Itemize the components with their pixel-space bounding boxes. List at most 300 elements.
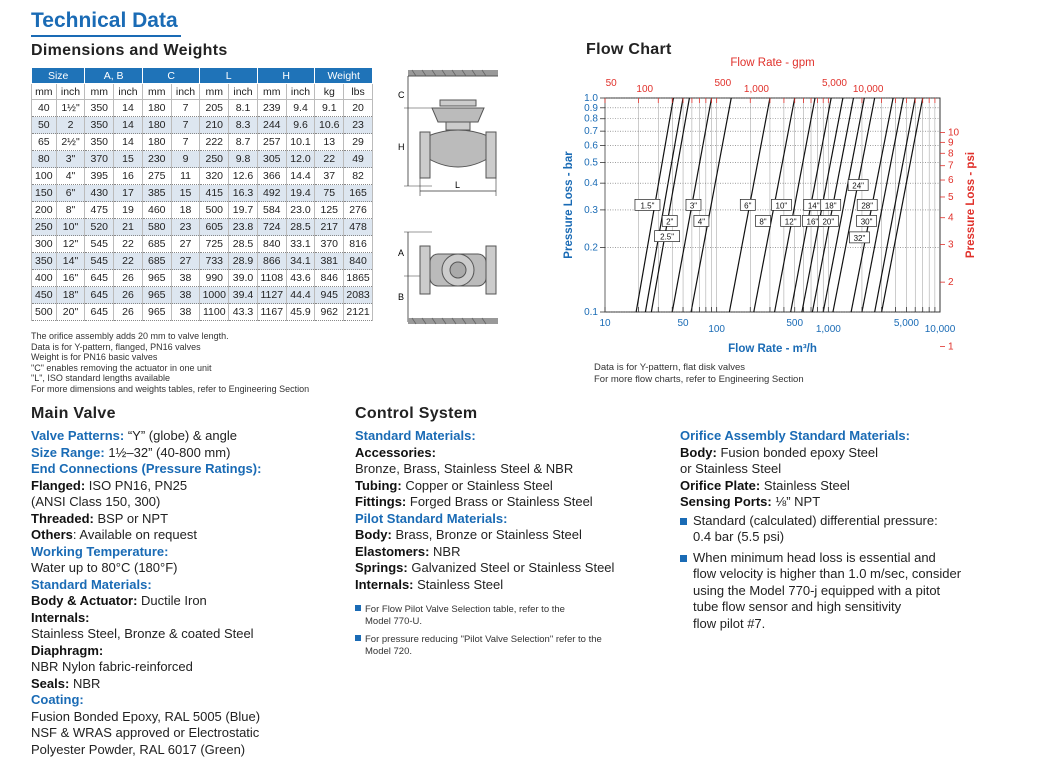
table-cell: 180 xyxy=(142,134,171,151)
table-cell: 430 xyxy=(85,185,114,202)
table-cell: 990 xyxy=(200,270,229,287)
table-cell: 4" xyxy=(56,168,85,185)
pilot-materials-label: Pilot Standard Materials: xyxy=(355,510,508,526)
table-cell: 45.9 xyxy=(286,304,315,321)
orifice-section xyxy=(680,428,980,632)
table-row xyxy=(32,100,373,117)
table-cell: 492 xyxy=(257,185,286,202)
table-cell: 14 xyxy=(114,134,143,151)
x-top-axis-title: Flow Rate - gpm xyxy=(730,57,815,69)
dim-b-label: B xyxy=(398,292,405,302)
x-tick-label: 500 xyxy=(786,318,804,329)
table-unit-header: kg xyxy=(315,84,344,100)
valve-side-view-drawing xyxy=(398,70,498,196)
table-cell: 14" xyxy=(56,253,85,270)
table-cell: 18 xyxy=(171,202,200,219)
table-unit-header-row xyxy=(32,84,373,100)
table-cell: 840 xyxy=(344,253,373,270)
table-cell: 9 xyxy=(171,151,200,168)
table-cell: 400 xyxy=(32,270,57,287)
table-cell: 50 xyxy=(32,117,57,134)
y-tick-label: 0.3 xyxy=(584,204,598,216)
size-label: 18" xyxy=(824,201,837,211)
coating-value-1: Fusion Bonded Epoxy, RAL 5005 (Blue) xyxy=(31,708,261,724)
cs-internals-label: Internals: xyxy=(355,576,414,592)
table-cell: 350 xyxy=(85,117,114,134)
y2-tick-label: 8 xyxy=(948,148,954,160)
table-cell: 33.1 xyxy=(286,236,315,253)
table-cell: 37 xyxy=(315,168,344,185)
table-cell: 8" xyxy=(56,202,85,219)
table-cell: 125 xyxy=(315,202,344,219)
table-cell: 965 xyxy=(142,304,171,321)
table-cell: 3" xyxy=(56,151,85,168)
table-cell: 38 xyxy=(171,287,200,304)
table-cell: 13 xyxy=(315,134,344,151)
table-cell: 7 xyxy=(171,117,200,134)
elastomers-value: NBR xyxy=(433,543,461,559)
accessories-value: Bronze, Brass, Stainless Steel & NBR xyxy=(355,461,574,476)
table-cell: 23.8 xyxy=(229,219,258,236)
table-cell: 350 xyxy=(85,100,114,117)
cs-note-2b: Model 720. xyxy=(365,646,413,657)
table-cell: 816 xyxy=(344,236,373,253)
table-cell: 9.6 xyxy=(286,117,315,134)
x-tick-label: 5,000 xyxy=(893,318,919,329)
dim-a-label: A xyxy=(398,248,405,258)
fittings-value: Forged Brass or Stainless Steel xyxy=(409,494,593,509)
sensing-ports-label: Sensing Ports: xyxy=(680,494,772,509)
table-cell: 500 xyxy=(200,202,229,219)
table-cell: 450 xyxy=(32,287,57,304)
bullet-square-icon xyxy=(355,635,361,641)
body-actuator-value: Ductile Iron xyxy=(141,593,207,608)
table-cell: 165 xyxy=(344,185,373,202)
y-tick-label: 0.9 xyxy=(584,102,598,114)
orifice-plate-label: Orifice Plate: xyxy=(680,477,761,493)
title-underline xyxy=(31,35,181,37)
dim-c-label: C xyxy=(398,90,405,100)
table-row xyxy=(32,185,373,202)
table-cell: 222 xyxy=(200,134,229,151)
y2-tick-label: 9 xyxy=(948,137,954,149)
size-label: 20" xyxy=(822,217,835,227)
table-group-header: A, B xyxy=(85,68,143,84)
size-label: 2.5" xyxy=(660,232,675,242)
table-row xyxy=(32,151,373,168)
cs-body-value: Brass, Bronze or Stainless Steel xyxy=(395,527,582,542)
table-cell: 239 xyxy=(257,100,286,117)
y2-tick-label: 5 xyxy=(948,191,954,203)
working-temp-label: Working Temperature: xyxy=(31,543,169,559)
cs-note-2a: For pressure reducing "Pilot Valve Selection" refer to the xyxy=(365,634,602,645)
cs-internals-value: Stainless Steel xyxy=(417,576,504,592)
body-actuator-label: Body & Actuator: xyxy=(31,593,138,608)
table-cell: 257 xyxy=(257,134,286,151)
table-cell: 9.1 xyxy=(315,100,344,117)
size-label: 28" xyxy=(861,201,874,211)
table-row xyxy=(32,287,373,304)
table-cell: 17 xyxy=(114,185,143,202)
y2-tick-label: 7 xyxy=(948,160,954,172)
table-body xyxy=(32,100,373,321)
table-cell: 605 xyxy=(200,219,229,236)
dimensions-note: "C" enables removing the actuator in one unit xyxy=(31,362,212,373)
x-tick-label: 10 xyxy=(599,318,611,329)
table-row xyxy=(32,117,373,134)
table-cell: 645 xyxy=(85,270,114,287)
table-group-header: Weight xyxy=(315,68,373,84)
main-valve-section xyxy=(31,428,341,758)
table-cell: 217 xyxy=(315,219,344,236)
table-cell: 7 xyxy=(171,134,200,151)
table-cell: 10.1 xyxy=(286,134,315,151)
flow-chart-note: Data is for Y-pattern, flat disk valves xyxy=(594,362,746,373)
table-cell: 366 xyxy=(257,168,286,185)
table-cell: 200 xyxy=(32,202,57,219)
table-row xyxy=(32,304,373,321)
table-cell: 11 xyxy=(171,168,200,185)
tubing-label: Tubing: xyxy=(355,477,402,493)
table-cell: 965 xyxy=(142,287,171,304)
size-label: 24" xyxy=(852,181,865,191)
table-cell: 275 xyxy=(142,168,171,185)
page-title: Technical Data xyxy=(31,9,178,32)
table-cell: 478 xyxy=(344,219,373,236)
table-cell: 12" xyxy=(56,236,85,253)
threaded-value: BSP or NPT xyxy=(97,510,169,526)
flanged-value: ISO PN16, PN25 xyxy=(88,477,188,493)
table-cell: 15 xyxy=(114,151,143,168)
dimensions-note: For more dimensions and weights tables, refer to Engineering Section xyxy=(31,383,310,394)
table-cell: 19 xyxy=(114,202,143,219)
table-cell: 300 xyxy=(32,236,57,253)
table-cell: 205 xyxy=(200,100,229,117)
table-cell: 49 xyxy=(344,151,373,168)
x-tick-label: 50 xyxy=(677,318,689,329)
table-unit-header: inch xyxy=(56,84,85,100)
size-label: 3" xyxy=(689,201,698,211)
table-unit-header: mm xyxy=(85,84,114,100)
table-cell: 350 xyxy=(32,253,57,270)
table-cell: 39.4 xyxy=(229,287,258,304)
size-label: 10" xyxy=(775,201,788,211)
orifice-bullet-2-line: When minimum head loss is essential and xyxy=(693,549,936,565)
dimensions-table xyxy=(31,67,373,321)
sensing-ports-value: ⅛” NPT xyxy=(775,494,821,509)
accessories-label: Accessories: xyxy=(355,444,436,460)
table-cell: 846 xyxy=(315,270,344,287)
table-cell: 500 xyxy=(32,304,57,321)
table-cell: 276 xyxy=(344,202,373,219)
table-row xyxy=(32,202,373,219)
y-tick-label: 0.1 xyxy=(584,307,598,318)
elastomers-label: Elastomers: xyxy=(355,543,430,559)
table-cell: 9.8 xyxy=(229,151,258,168)
x-tick-label: 100 xyxy=(708,324,726,335)
internals-label: Internals: xyxy=(31,609,90,625)
table-cell: 28.5 xyxy=(229,236,258,253)
table-cell: 43.6 xyxy=(286,270,315,287)
table-cell: 733 xyxy=(200,253,229,270)
orifice-body-label: Body: xyxy=(680,444,717,460)
table-cell: 14.4 xyxy=(286,168,315,185)
threaded-label: Threaded: xyxy=(31,510,94,526)
table-cell: 460 xyxy=(142,202,171,219)
table-cell: 1167 xyxy=(257,304,286,321)
table-cell: 244 xyxy=(257,117,286,134)
y2-tick-label: 1 xyxy=(948,341,954,353)
table-unit-header: inch xyxy=(114,84,143,100)
control-system-heading: Control System xyxy=(355,405,478,422)
table-cell: 65 xyxy=(32,134,57,151)
table-cell: 22 xyxy=(114,236,143,253)
table-cell: 965 xyxy=(142,270,171,287)
table-cell: 1000 xyxy=(200,287,229,304)
orifice-bullet-1a: Standard (calculated) differential pressure: xyxy=(693,512,938,528)
orifice-plate-value: Stainless Steel xyxy=(763,477,850,493)
table-cell: 38 xyxy=(171,270,200,287)
table-unit-header: inch xyxy=(171,84,200,100)
cs-std-materials-label: Standard Materials: xyxy=(355,428,476,443)
orifice-bullet-2-line: flow velocity is higher than 1.0 m/sec, consider xyxy=(693,566,962,581)
table-cell: 945 xyxy=(315,287,344,304)
x-axis-title: Flow Rate - m³/h xyxy=(728,343,817,355)
table-cell: 584 xyxy=(257,202,286,219)
table-row xyxy=(32,219,373,236)
table-cell: 16 xyxy=(114,168,143,185)
table-cell: 724 xyxy=(257,219,286,236)
table-cell: 26 xyxy=(114,270,143,287)
table-cell: 2 xyxy=(56,117,85,134)
table-cell: 7 xyxy=(171,100,200,117)
bullet-square-icon xyxy=(680,518,687,525)
table-cell: 180 xyxy=(142,117,171,134)
table-cell: 26 xyxy=(114,304,143,321)
table-cell: 580 xyxy=(142,219,171,236)
table-cell: 395 xyxy=(85,168,114,185)
table-cell: 545 xyxy=(85,236,114,253)
table-cell: 22 xyxy=(315,151,344,168)
table-cell: 20 xyxy=(344,100,373,117)
orifice-bullet-2-line: flow pilot #7. xyxy=(693,615,766,631)
size-range-label: Size Range: xyxy=(31,444,105,460)
table-cell: 44.4 xyxy=(286,287,315,304)
table-cell: 16" xyxy=(56,270,85,287)
table-cell: 840 xyxy=(257,236,286,253)
dimensions-note: Weight is for PN16 basic valves xyxy=(31,352,158,362)
table-cell: 21 xyxy=(114,219,143,236)
table-cell: 1865 xyxy=(344,270,373,287)
springs-value: Galvanized Steel or Stainless Steel xyxy=(411,560,615,575)
size-label: 8" xyxy=(759,217,767,227)
table-unit-header: lbs xyxy=(344,84,373,100)
table-cell: 23 xyxy=(344,117,373,134)
cs-note-1a: For Flow Pilot Valve Selection table, refer to the xyxy=(365,604,565,615)
table-group-header: Size xyxy=(32,68,85,84)
orifice-bullet-1b: 0.4 bar (5.5 psi) xyxy=(693,529,785,544)
y-tick-label: 0.7 xyxy=(584,126,598,138)
coating-label: Coating: xyxy=(31,692,84,707)
table-unit-header: inch xyxy=(229,84,258,100)
bullet-square-icon xyxy=(680,555,687,562)
size-label: 4" xyxy=(697,217,706,227)
orifice-body-value-2: or Stainless Steel xyxy=(680,461,782,476)
table-cell: 645 xyxy=(85,287,114,304)
dimensions-note: "L", ISO standard lengths available xyxy=(31,373,170,383)
control-system-notes xyxy=(355,604,655,658)
y-tick-label: 0.4 xyxy=(584,178,598,190)
table-cell: 1100 xyxy=(200,304,229,321)
table-group-header: L xyxy=(200,68,258,84)
cs-body-label: Body: xyxy=(355,527,392,542)
table-cell: 2½" xyxy=(56,134,85,151)
fittings-label: Fittings: xyxy=(355,494,407,509)
table-unit-header: mm xyxy=(142,84,171,100)
table-row xyxy=(32,253,373,270)
orifice-body-value: Fusion bonded epoxy Steel xyxy=(720,444,879,460)
table-cell: 210 xyxy=(200,117,229,134)
table-cell: 16.3 xyxy=(229,185,258,202)
x-top-tick-label: 500 xyxy=(714,78,732,89)
y-tick-label: 1.0 xyxy=(584,93,598,104)
table-row xyxy=(32,168,373,185)
valve-top-view-drawing xyxy=(398,232,498,324)
flow-chart-note: For more flow charts, refer to Engineering Section xyxy=(594,374,804,385)
bullet-square-icon xyxy=(355,605,361,611)
flow-chart-notes xyxy=(594,362,894,386)
table-cell: 82 xyxy=(344,168,373,185)
diaphragm-label: Diaphragm: xyxy=(31,642,104,658)
table-cell: 8.7 xyxy=(229,134,258,151)
main-valve-heading: Main Valve xyxy=(31,405,116,422)
y2-tick-label: 4 xyxy=(948,212,954,224)
dimensions-note: The orifice assembly adds 20 mm to valve length. xyxy=(31,331,229,341)
x-tick-label: 1,000 xyxy=(815,324,841,335)
dimensions-notes xyxy=(31,331,371,394)
table-cell: 20" xyxy=(56,304,85,321)
table-cell: 685 xyxy=(142,253,171,270)
table-cell: 23.0 xyxy=(286,202,315,219)
table-cell: 415 xyxy=(200,185,229,202)
table-unit-header: mm xyxy=(257,84,286,100)
table-group-header-row xyxy=(32,68,373,84)
size-label: 32" xyxy=(853,233,866,243)
table-cell: 320 xyxy=(200,168,229,185)
table-unit-header: inch xyxy=(286,84,315,100)
table-cell: 1127 xyxy=(257,287,286,304)
y2-tick-label: 3 xyxy=(948,239,954,251)
coating-value-3: Polyester Powder, RAL 6017 (Green) xyxy=(31,741,246,757)
table-cell: 29 xyxy=(344,134,373,151)
end-connections-label: End Connections (Pressure Ratings): xyxy=(31,461,262,476)
table-unit-header: mm xyxy=(32,84,57,100)
size-range-value: 1½–32” (40-800 mm) xyxy=(108,444,231,460)
x-top-tick-label: 5,000 xyxy=(821,78,848,89)
table-cell: 14 xyxy=(114,100,143,117)
table-cell: 645 xyxy=(85,304,114,321)
table-cell: 22 xyxy=(114,253,143,270)
table-cell: 250 xyxy=(32,219,57,236)
x-tick-label: 10,000 xyxy=(924,324,956,335)
x-top-tick-label: 1,000 xyxy=(743,84,769,95)
table-cell: 80 xyxy=(32,151,57,168)
table-cell: 385 xyxy=(142,185,171,202)
x-top-tick-label: 50 xyxy=(605,78,617,89)
orifice-bullet-2 xyxy=(693,550,961,633)
working-temp-value: Water up to 80°C (180°F) xyxy=(31,560,178,575)
table-cell: 26 xyxy=(114,287,143,304)
table-cell: 370 xyxy=(315,236,344,253)
table-cell: 180 xyxy=(142,100,171,117)
table-cell: 34.1 xyxy=(286,253,315,270)
table-cell: 12.0 xyxy=(286,151,315,168)
y2-tick-label: 10 xyxy=(948,127,960,139)
table-cell: 866 xyxy=(257,253,286,270)
cs-note-1b: Model 770-U. xyxy=(365,616,423,627)
size-label: 1.5" xyxy=(640,201,655,211)
coating-value-2: NSF & WRAS approved or Electrostatic xyxy=(31,725,260,740)
dimensions-heading: Dimensions and Weights xyxy=(31,42,228,59)
table-cell: 2121 xyxy=(344,304,373,321)
table-cell: 27 xyxy=(171,236,200,253)
table-cell: 1108 xyxy=(257,270,286,287)
table-cell: 475 xyxy=(85,202,114,219)
table-group-header: H xyxy=(257,68,315,84)
table-cell: 545 xyxy=(85,253,114,270)
table-cell: 305 xyxy=(257,151,286,168)
table-cell: 520 xyxy=(85,219,114,236)
table-cell: 8.3 xyxy=(229,117,258,134)
y-tick-label: 0.5 xyxy=(584,157,598,169)
y-tick-label: 0.6 xyxy=(584,140,598,152)
size-label: 30" xyxy=(860,217,873,227)
table-cell: 100 xyxy=(32,168,57,185)
table-cell: 39.0 xyxy=(229,270,258,287)
size-label: 14" xyxy=(807,201,820,211)
y2-axis-title: Pressure Loss - psi xyxy=(965,151,977,259)
valve-patterns-label: Valve Patterns: xyxy=(31,428,125,443)
orifice-bullet-2-line: using the Model 770-j equipped with a pitot xyxy=(693,582,941,598)
table-cell: 9.4 xyxy=(286,100,315,117)
table-row xyxy=(32,134,373,151)
table-cell: 10.6 xyxy=(315,117,344,134)
others-value: : Available on request xyxy=(72,527,197,542)
table-cell: 28.5 xyxy=(286,219,315,236)
table-cell: 350 xyxy=(85,134,114,151)
table-row xyxy=(32,270,373,287)
table-cell: 75 xyxy=(315,185,344,202)
table-cell: 962 xyxy=(315,304,344,321)
size-label: 2" xyxy=(666,217,674,227)
orifice-bullet-2-line: tube flow sensor and high sensitivity xyxy=(693,599,902,614)
table-cell: 15 xyxy=(171,185,200,202)
x-top-tick-label: 10,000 xyxy=(852,84,884,95)
flow-chart xyxy=(560,54,980,360)
table-cell: 150 xyxy=(32,185,57,202)
dim-h-label: H xyxy=(398,142,405,152)
dim-l-label: L xyxy=(455,180,461,190)
table-cell: 28.9 xyxy=(229,253,258,270)
table-unit-header: mm xyxy=(200,84,229,100)
y2-tick-label: 2 xyxy=(948,277,954,289)
table-cell: 1½" xyxy=(56,100,85,117)
orifice-heading: Orifice Assembly Standard Materials: xyxy=(680,428,910,443)
table-cell: 10" xyxy=(56,219,85,236)
table-cell: 19.4 xyxy=(286,185,315,202)
size-label: 12" xyxy=(784,217,797,227)
table-cell: 38 xyxy=(171,304,200,321)
